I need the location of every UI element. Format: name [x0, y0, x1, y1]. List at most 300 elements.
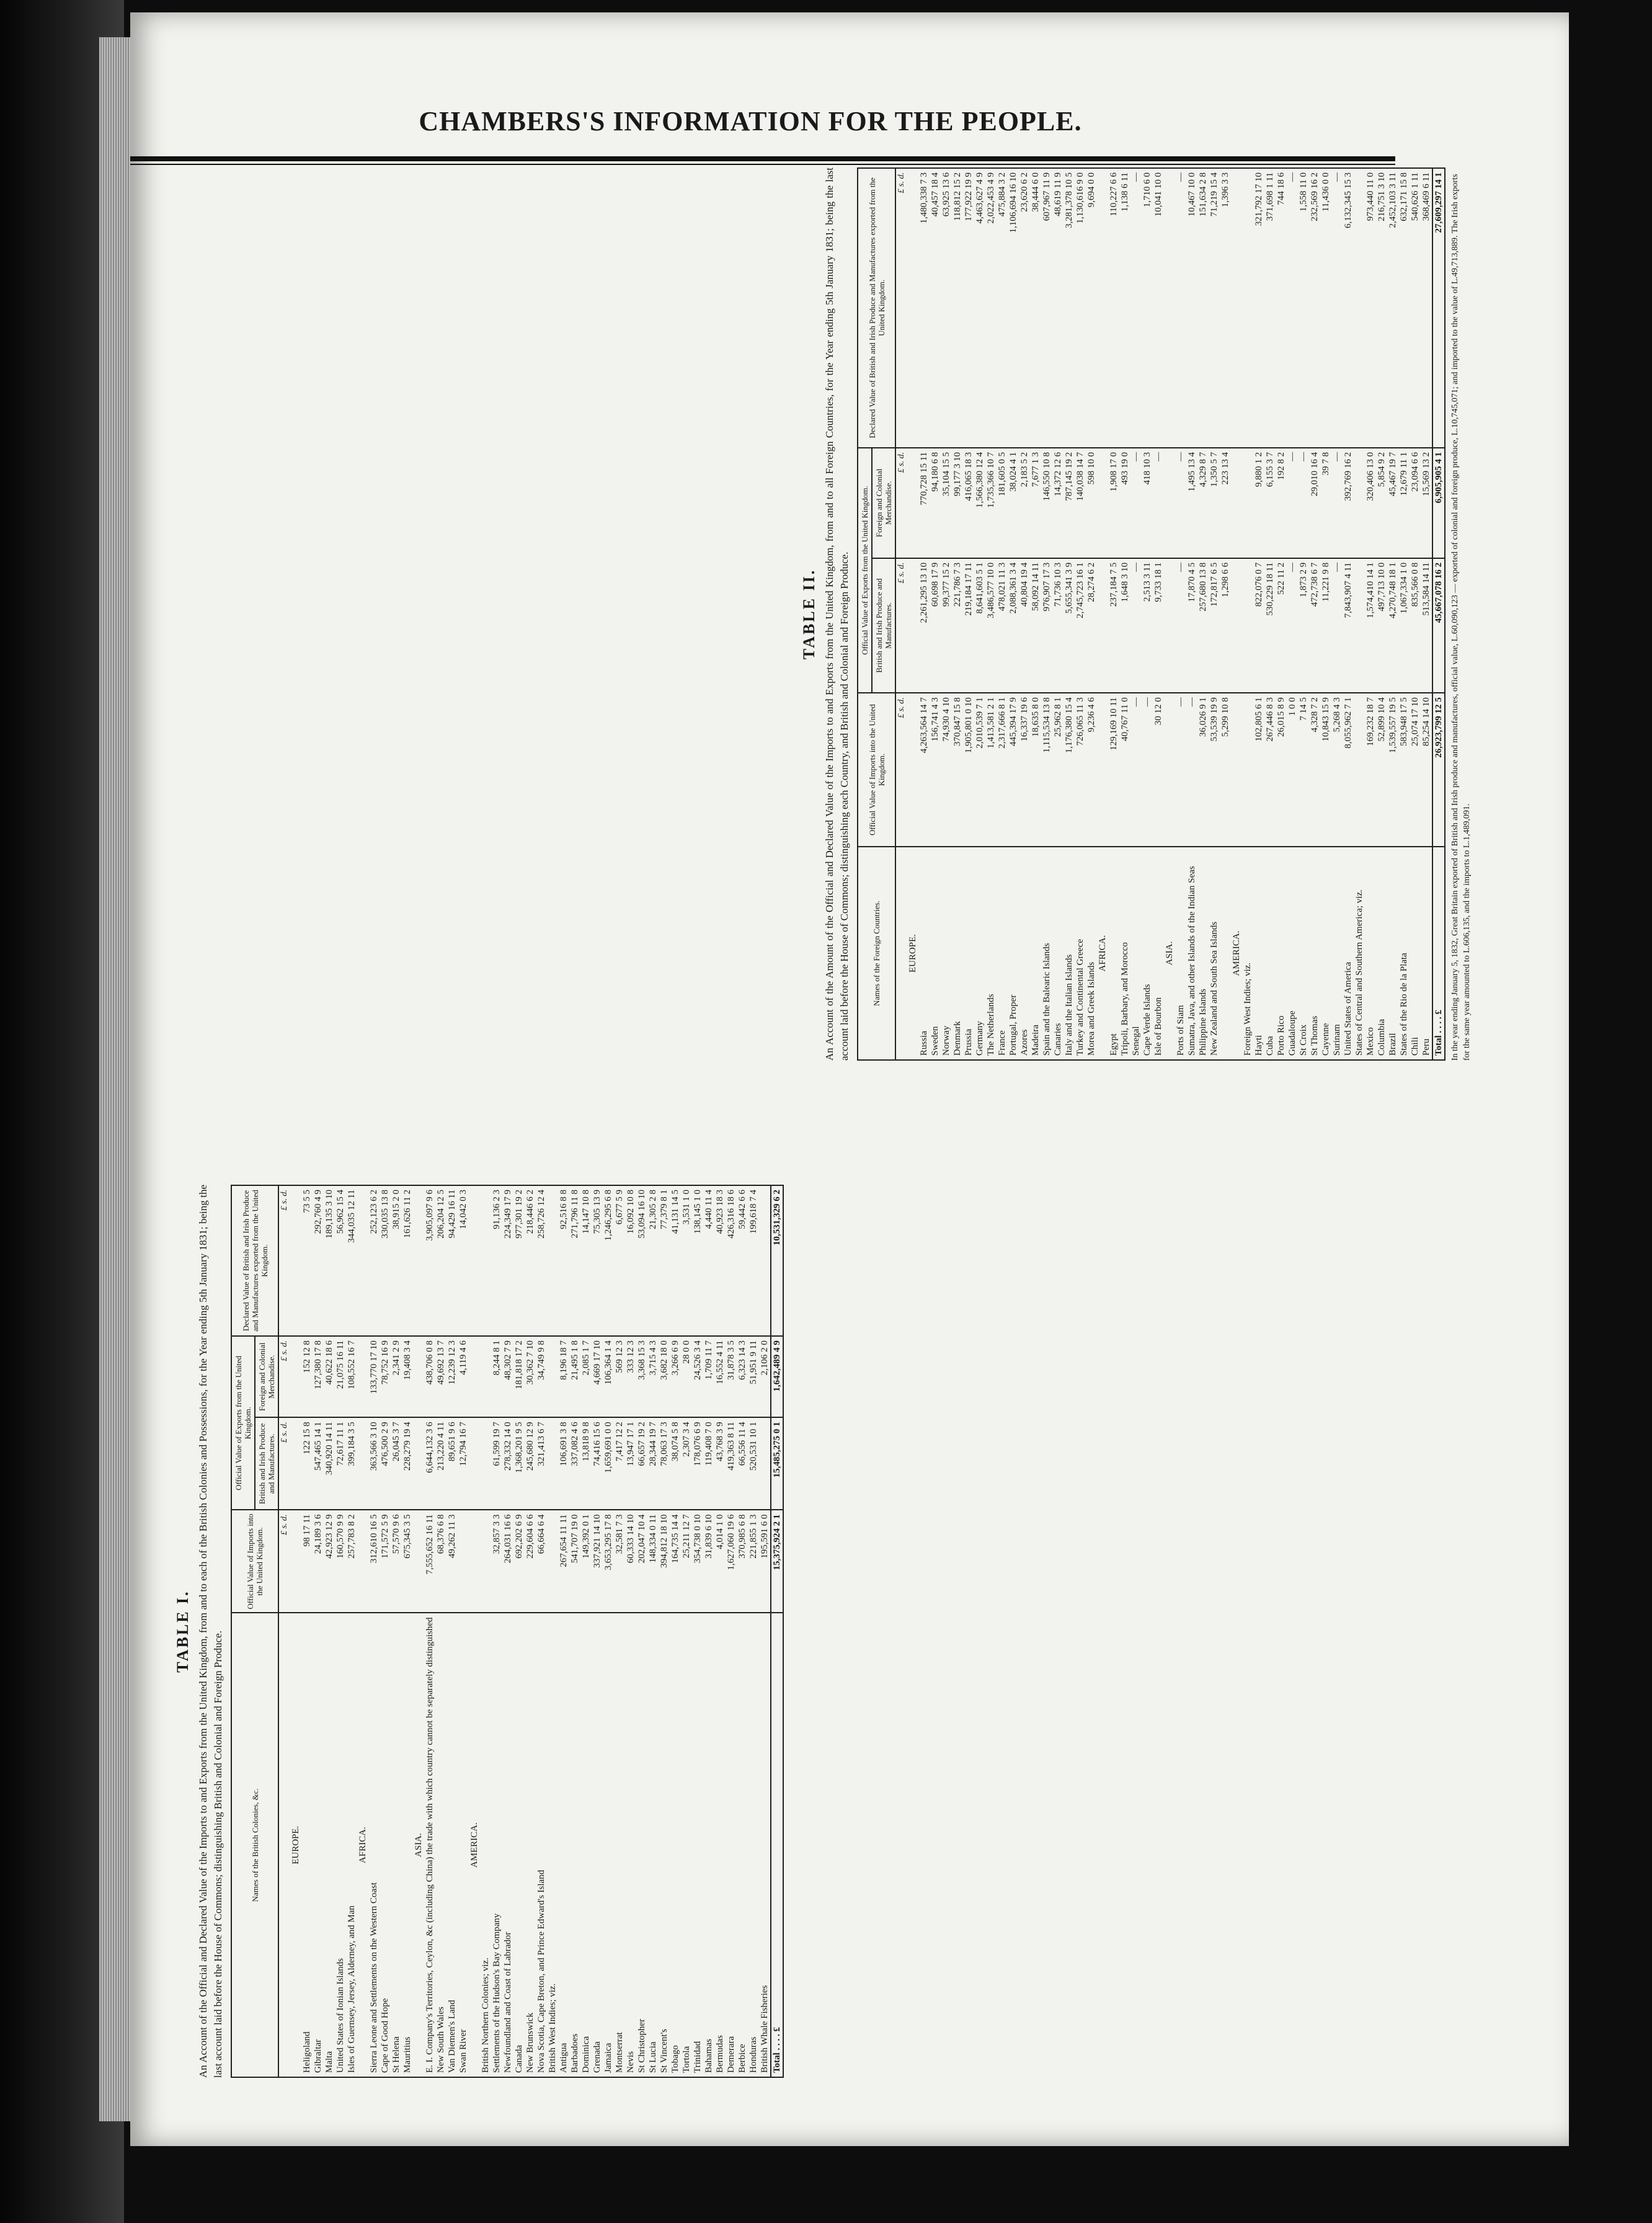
table-2-col-official-imports: Official Value of Imports into the United Kingdom.	[858, 693, 895, 847]
official-imports-cell: 49,262 11 3	[446, 1510, 458, 1613]
foreign-exports-cell: 48,302 7 9	[502, 1336, 513, 1417]
table-2	[857, 167, 1446, 1061]
table-row	[1253, 168, 1264, 1060]
official-imports-cell: 102,805 6 1	[1253, 693, 1264, 847]
row-label: Cayenne	[1320, 847, 1331, 1060]
row-label: Swan River	[458, 1613, 469, 2077]
british-exports-cell: 520,531 10 1	[748, 1417, 759, 1510]
british-exports-cell: 40,804 19 4	[1019, 558, 1030, 693]
row-label: The Netherlands	[985, 847, 997, 1060]
table-row	[558, 1185, 569, 2077]
row-label: Surinam	[1331, 847, 1343, 1060]
foreign-exports-cell	[907, 448, 918, 558]
declared-value-cell: 92,516 8 8	[558, 1185, 569, 1336]
foreign-exports-cell: 1,642,489 4 9	[771, 1336, 783, 1417]
declared-value-cell: 3,281,378 10 5	[1064, 168, 1075, 448]
row-label: Jamaica	[603, 1613, 614, 2077]
british-exports-cell: 2,745,723 16 1	[1075, 558, 1086, 693]
official-imports-cell: 7,555,652 16 11	[424, 1510, 435, 1613]
official-imports-cell: 26,015 8 9	[1276, 693, 1287, 847]
table-row	[918, 168, 930, 1060]
row-label: St Lucia	[647, 1613, 659, 2077]
official-imports-cell: —	[1186, 693, 1197, 847]
british-exports-cell: 478,021 11 3	[997, 558, 1008, 693]
declared-value-cell	[1164, 168, 1175, 448]
british-exports-cell: 122 15 8	[301, 1417, 313, 1510]
foreign-exports-cell: 21,075 16 11	[335, 1336, 346, 1417]
table-row	[1320, 168, 1331, 1060]
declared-value-cell: 2,022,453 4 9	[985, 168, 997, 448]
british-exports-cell: 60,698 17 9	[930, 558, 941, 693]
official-imports-cell: 202,047 10 4	[636, 1510, 647, 1613]
declared-value-cell: 53,094 16 10	[636, 1185, 647, 1336]
declared-value-cell: 6,132,345 15 3	[1343, 168, 1354, 448]
table-row	[313, 1185, 324, 2077]
official-imports-cell	[480, 1510, 491, 1613]
british-exports-cell: 178,076 6 9	[692, 1417, 703, 1510]
row-label: Demerara	[726, 1613, 737, 2077]
official-imports-cell	[907, 693, 918, 847]
row-label: Madeira	[1030, 847, 1041, 1060]
british-exports-cell: —	[1175, 558, 1186, 693]
official-imports-cell: 60,333 14 10	[625, 1510, 636, 1613]
declared-value-cell: 71,219 15 4	[1209, 168, 1220, 448]
british-exports-cell: 278,332 14 0	[502, 1417, 513, 1510]
row-label: British West Indies; viz.	[547, 1613, 558, 2077]
foreign-exports-cell: 2,085 1 7	[580, 1336, 592, 1417]
foreign-exports-cell: —	[1175, 448, 1186, 558]
foreign-exports-cell: 1,495 13 4	[1186, 448, 1197, 558]
declared-value-cell	[290, 1185, 301, 1336]
foreign-exports-cell: 8,244 8 1	[491, 1336, 502, 1417]
row-label: Nevis	[625, 1613, 636, 2077]
row-label: Canada	[513, 1613, 525, 2077]
official-imports-cell: 1,627,060 19 6	[726, 1510, 737, 1613]
foreign-exports-cell: 38,024 4 1	[1008, 448, 1019, 558]
british-exports-cell: 399,184 3 5	[346, 1417, 357, 1510]
table-row	[1343, 168, 1354, 1060]
declared-value-cell: 73 5 5	[301, 1185, 313, 1336]
foreign-exports-cell: 94,180 6 8	[930, 448, 941, 558]
section-heading-row	[413, 1185, 424, 2077]
british-exports-cell	[357, 1417, 368, 1510]
british-exports-cell	[1097, 558, 1108, 693]
table-row	[1064, 168, 1075, 1060]
foreign-exports-cell: 9,880 1 2	[1253, 448, 1264, 558]
row-label: Porto Rico	[1276, 847, 1287, 1060]
foreign-exports-cell: 15,569 13 2	[1421, 448, 1432, 558]
foreign-exports-cell: —	[1153, 448, 1164, 558]
british-exports-cell	[1242, 558, 1253, 693]
row-label: Cuba	[1264, 847, 1276, 1060]
foreign-exports-cell: 6,905,905 4 1	[1432, 448, 1445, 558]
region-heading: EUROPE.	[290, 1613, 301, 2077]
region-heading: ASIA.	[413, 1613, 424, 2077]
british-exports-cell	[1354, 558, 1365, 693]
row-label: New South Wales	[435, 1613, 446, 2077]
row-label	[1220, 847, 1231, 1060]
row-label: Chili	[1410, 847, 1421, 1060]
official-imports-cell: 8,055,962 7 1	[1343, 693, 1354, 847]
row-label: Mauritius	[402, 1613, 413, 2077]
declared-value-cell: 218,446 6 2	[525, 1185, 536, 1336]
row-label: Tobago	[670, 1613, 681, 2077]
declared-value-cell: 1,396 3 3	[1220, 168, 1231, 448]
table-row	[759, 1185, 771, 2077]
british-exports-cell: 15,485,275 0 1	[771, 1417, 783, 1510]
units-label: £ s. d.	[895, 448, 907, 558]
foreign-exports-cell: 1,908 17 0	[1108, 448, 1119, 558]
row-label: Cape of Good Hope	[380, 1613, 391, 2077]
official-imports-cell: 24,189 3 6	[313, 1510, 324, 1613]
official-imports-cell: 25,211 12 7	[681, 1510, 692, 1613]
region-heading: AMERICA.	[469, 1613, 480, 2077]
table-row	[748, 1185, 759, 2077]
foreign-exports-cell: 1,735,366 10 7	[985, 448, 997, 558]
british-exports-cell: —	[1287, 558, 1298, 693]
foreign-exports-cell: 12,239 12 3	[446, 1336, 458, 1417]
table-row	[1030, 168, 1041, 1060]
official-imports-cell: 583,948 17 5	[1398, 693, 1410, 847]
official-imports-cell: 2,317,666 8 1	[997, 693, 1008, 847]
table-2-col-british: British and Irish Produce and Manufactures.	[872, 558, 895, 693]
foreign-exports-cell: 28 0 0	[681, 1336, 692, 1417]
table-row	[1387, 168, 1398, 1060]
declared-value-cell: 292,760 4 9	[313, 1185, 324, 1336]
foreign-exports-cell: 192 8 2	[1276, 448, 1287, 558]
table-row	[1365, 168, 1376, 1060]
british-exports-cell: 257,680 13 8	[1197, 558, 1209, 693]
official-imports-cell: 354,738 0 10	[692, 1510, 703, 1613]
british-exports-cell: 337,082 4 6	[569, 1417, 580, 1510]
table-row	[368, 1185, 380, 2077]
official-imports-cell: 1,905,801 0 10	[963, 693, 974, 847]
official-imports-cell: 726,065 11 3	[1075, 693, 1086, 847]
total-row	[771, 1185, 783, 2077]
table-row	[1421, 168, 1432, 1060]
british-exports-cell	[1164, 558, 1175, 693]
table-row	[569, 1185, 580, 2077]
declared-value-cell: 2,452,103 3 11	[1387, 168, 1398, 448]
foreign-exports-cell: 416,065 18 3	[963, 448, 974, 558]
official-imports-cell: 264,031 16 6	[502, 1510, 513, 1613]
row-label: Denmark	[952, 847, 963, 1060]
declared-value-cell: 110,227 6 6	[1108, 168, 1119, 448]
british-exports-cell: 476,500 2 9	[380, 1417, 391, 1510]
total-row	[1432, 168, 1445, 1060]
declared-value-cell: 63,925 13 6	[941, 168, 952, 448]
declared-value-cell: 1,106,694 16 10	[1008, 168, 1019, 448]
official-imports-cell: 692,202 6 9	[513, 1510, 525, 1613]
official-imports-cell	[469, 1510, 480, 1613]
british-exports-cell: 1,368,201 9 5	[513, 1417, 525, 1510]
table-row	[985, 168, 997, 1060]
declared-value-cell: 48,619 11 9	[1052, 168, 1064, 448]
row-label: Morea and Greek Islands	[1086, 847, 1097, 1060]
units-label: £ s. d.	[278, 1510, 290, 1613]
foreign-exports-cell: 4,669 17 10	[592, 1336, 603, 1417]
table-row	[647, 1185, 659, 2077]
declared-value-cell	[907, 168, 918, 448]
table-row	[536, 1185, 547, 2077]
british-exports-cell	[290, 1417, 301, 1510]
british-exports-cell: 7,843,907 4 11	[1343, 558, 1354, 693]
official-imports-cell: 1,176,380 15 4	[1064, 693, 1075, 847]
table-2-body	[895, 168, 1445, 1060]
foreign-exports-cell: 8,196 18 7	[558, 1336, 569, 1417]
row-label: St Christopher	[636, 1613, 647, 2077]
declared-value-cell: 23,620 6 2	[1019, 168, 1030, 448]
british-exports-cell: 9,733 18 1	[1153, 558, 1164, 693]
table-row	[480, 1185, 491, 2077]
official-imports-cell: 4,263,564 14 7	[918, 693, 930, 847]
row-label: Foreign West Indies; viz.	[1242, 847, 1253, 1060]
foreign-exports-cell	[413, 1336, 424, 1417]
table-1-title: TABLE I.	[174, 1590, 192, 1673]
foreign-exports-cell: 24,526 3 4	[692, 1336, 703, 1417]
row-label: States of Central and Southern America; viz.	[1354, 847, 1365, 1060]
official-imports-cell: 1,115,534 13 8	[1041, 693, 1052, 847]
british-exports-cell: 26,045 3 7	[391, 1417, 402, 1510]
declared-value-cell: 1,138 6 11	[1119, 168, 1130, 448]
row-label: Bahamas	[703, 1613, 714, 2077]
foreign-exports-cell	[1231, 448, 1242, 558]
official-imports-cell: 149,392 0 1	[580, 1510, 592, 1613]
official-imports-cell: 445,394 17 9	[1008, 693, 1019, 847]
british-exports-cell: 321,413 6 7	[536, 1417, 547, 1510]
official-imports-cell: 160,570 9 9	[335, 1510, 346, 1613]
official-imports-cell: 30 12 0	[1153, 693, 1164, 847]
section-heading-row	[290, 1185, 301, 2077]
row-label: St Vincent's	[659, 1613, 670, 2077]
declared-value-cell	[759, 1185, 771, 1336]
row-label: Bermudas	[714, 1613, 726, 2077]
table-row	[714, 1185, 726, 2077]
british-exports-cell: 28,344 19 7	[647, 1417, 659, 1510]
row-label: Van Diemen's Land	[446, 1613, 458, 2077]
table-row	[1264, 168, 1276, 1060]
declared-value-cell	[547, 1185, 558, 1336]
british-exports-cell: 221,786 7 3	[952, 558, 963, 693]
foreign-exports-cell: 2,183 5 2	[1019, 448, 1030, 558]
british-exports-cell: 522 11 2	[1276, 558, 1287, 693]
official-imports-cell: 36,026 9 1	[1197, 693, 1209, 847]
british-exports-cell: 99,377 15 2	[941, 558, 952, 693]
table-row	[1298, 168, 1309, 1060]
row-label: Brazil	[1387, 847, 1398, 1060]
declared-value-cell	[413, 1185, 424, 1336]
british-exports-cell: 12,794 16 7	[458, 1417, 469, 1510]
british-exports-cell: 61,599 19 7	[491, 1417, 502, 1510]
foreign-exports-cell: 34,749 9 8	[536, 1336, 547, 1417]
units-label: £ s. d.	[895, 693, 907, 847]
declared-value-cell: 161,626 11 2	[402, 1185, 413, 1336]
official-imports-cell	[357, 1510, 368, 1613]
row-label: St Helena	[391, 1613, 402, 2077]
table-row	[580, 1185, 592, 2077]
official-imports-cell	[413, 1510, 424, 1613]
row-label: Columbia	[1376, 847, 1387, 1060]
british-exports-cell: 419,363 8 11	[726, 1417, 737, 1510]
table-1-col-british: British and Irish Produce and Manufactures.	[255, 1417, 278, 1510]
table-row	[592, 1185, 603, 2077]
british-exports-cell	[759, 1417, 771, 1510]
british-exports-cell: 497,713 10 0	[1376, 558, 1387, 693]
official-imports-cell: 15,375,924 2 1	[771, 1510, 783, 1613]
foreign-exports-cell: 16,552 4 11	[714, 1336, 726, 1417]
declared-value-cell: 14,042 0 3	[458, 1185, 469, 1336]
declared-value-cell: 475,884 3 2	[997, 168, 1008, 448]
declared-value-cell	[1242, 168, 1253, 448]
table-row	[636, 1185, 647, 2077]
table-1-body	[278, 1185, 783, 2077]
row-label: Malta	[324, 1613, 335, 2077]
table-row	[1075, 168, 1086, 1060]
foreign-exports-cell: 392,769 16 2	[1343, 448, 1354, 558]
declared-value-cell: 14,147 10 8	[580, 1185, 592, 1336]
declared-value-cell: 344,035 12 11	[346, 1185, 357, 1336]
official-imports-cell: 221,855 1 3	[748, 1510, 759, 1613]
official-imports-cell: 148,334 0 11	[647, 1510, 659, 1613]
row-label: Grenada	[592, 1613, 603, 2077]
foreign-exports-cell: 418 10 3	[1142, 448, 1153, 558]
official-imports-cell: 4,328 7 2	[1309, 693, 1320, 847]
british-exports-cell: 237,184 7 5	[1108, 558, 1119, 693]
foreign-exports-cell: 12,679 11 1	[1398, 448, 1410, 558]
table-1-units-row	[278, 1185, 290, 2077]
foreign-exports-cell	[547, 1336, 558, 1417]
british-exports-cell: 1,574,410 14 1	[1365, 558, 1376, 693]
official-imports-cell: 18,635 8 0	[1030, 693, 1041, 847]
declared-value-cell: 38,915 2 0	[391, 1185, 402, 1336]
foreign-exports-cell: 99,177 3 10	[952, 448, 963, 558]
british-exports-cell: 340,920 14 11	[324, 1417, 335, 1510]
table-2-col-names: Names of the Foreign Countries.	[858, 847, 895, 1060]
table-row	[513, 1185, 525, 2077]
official-imports-cell: 370,847 15 8	[952, 693, 963, 847]
table-row	[1287, 168, 1298, 1060]
table-row	[1142, 168, 1153, 1060]
table-2-col-foreign: Foreign and Colonial Merchandise.	[872, 448, 895, 558]
british-exports-cell: 28,274 6 2	[1086, 558, 1097, 693]
section-heading-row	[1164, 168, 1175, 1060]
official-imports-cell: 257,783 8 2	[346, 1510, 357, 1613]
declared-value-cell: 77,379 8 1	[659, 1185, 670, 1336]
row-label: Settlements of the Hudson's Bay Company	[491, 1613, 502, 2077]
british-exports-cell: 72,617 11 1	[335, 1417, 346, 1510]
declared-value-cell: 10,467 10 0	[1186, 168, 1197, 448]
table-row	[1186, 168, 1197, 1060]
declared-value-cell: 1,710 6 0	[1142, 168, 1153, 448]
official-imports-cell: 4,014 1 0	[714, 1510, 726, 1613]
foreign-exports-cell: —	[1130, 448, 1142, 558]
foreign-exports-cell: 49,692 13 7	[435, 1336, 446, 1417]
declared-value-cell: 1,246,295 6 8	[603, 1185, 614, 1336]
official-imports-cell: 53,539 19 9	[1209, 693, 1220, 847]
official-imports-cell: 195,591 6 0	[759, 1510, 771, 1613]
foreign-exports-cell: 569 12 3	[614, 1336, 625, 1417]
official-imports-cell: 267,446 8 3	[1264, 693, 1276, 847]
foreign-exports-cell: 152 12 8	[301, 1336, 313, 1417]
table-row	[380, 1185, 391, 2077]
british-exports-cell: 17,870 4 5	[1186, 558, 1197, 693]
foreign-exports-cell: 598 10 0	[1086, 448, 1097, 558]
declared-value-cell: 21,305 2 8	[647, 1185, 659, 1336]
foreign-exports-cell	[1097, 448, 1108, 558]
british-exports-cell: 89,651 9 6	[446, 1417, 458, 1510]
table-2-panel	[800, 167, 1472, 1061]
official-imports-cell: —	[1130, 693, 1142, 847]
declared-value-cell	[1097, 168, 1108, 448]
official-imports-cell: 7 14 5	[1298, 693, 1309, 847]
table-row	[1108, 168, 1119, 1060]
region-heading: EUROPE.	[907, 847, 918, 1060]
row-label: United States of Ionian Islands	[335, 1613, 346, 2077]
row-label: Italy and the Italian Islands	[1064, 847, 1075, 1060]
declared-value-cell: 973,440 11 0	[1365, 168, 1376, 448]
british-exports-cell: 4,270,748 18 1	[1387, 558, 1398, 693]
foreign-exports-cell: 4,329 8 7	[1197, 448, 1209, 558]
table-row	[1052, 168, 1064, 1060]
table-row	[625, 1185, 636, 2077]
table-row	[502, 1185, 513, 2077]
table-1-col-declared: Declared Value of British and Irish Produce and Manufactures exported from the United Kingdom.	[231, 1185, 278, 1336]
british-exports-cell: 245,680 12 9	[525, 1417, 536, 1510]
official-imports-cell	[547, 1510, 558, 1613]
british-exports-cell: 8,641,603 5 1	[974, 558, 985, 693]
british-exports-cell: 38,074 5 8	[670, 1417, 681, 1510]
foreign-exports-cell: 333 12 3	[625, 1336, 636, 1417]
foreign-exports-cell: 39 7 8	[1320, 448, 1331, 558]
row-label: Portugal, Proper	[1008, 847, 1019, 1060]
official-imports-cell: 31,839 6 10	[703, 1510, 714, 1613]
official-imports-cell: 57,570 9 6	[391, 1510, 402, 1613]
row-label: Mexico	[1365, 847, 1376, 1060]
foreign-exports-cell: 31,878 3 5	[726, 1336, 737, 1417]
declared-value-cell: 4,440 11 4	[703, 1185, 714, 1336]
declared-value-cell: 607,967 11 9	[1041, 168, 1052, 448]
row-label: Turkey and Continental Greece	[1075, 847, 1086, 1060]
british-exports-cell: 43,768 3 9	[714, 1417, 726, 1510]
table-row	[1354, 168, 1365, 1060]
row-label: Sweden	[930, 847, 941, 1060]
declared-value-cell: 151,634 2 8	[1197, 168, 1209, 448]
declared-value-cell	[480, 1185, 491, 1336]
table-row	[1119, 168, 1130, 1060]
british-exports-cell: 2,513 3 11	[1142, 558, 1153, 693]
row-label: Peru	[1421, 847, 1432, 1060]
official-imports-cell	[1242, 693, 1253, 847]
british-exports-cell: 835,566 0 8	[1410, 558, 1421, 693]
declared-value-cell: —	[1175, 168, 1186, 448]
foreign-exports-cell: 108,552 16 7	[346, 1336, 357, 1417]
table-row	[491, 1185, 502, 2077]
table-row	[1197, 168, 1209, 1060]
row-label: Russia	[918, 847, 930, 1060]
british-exports-cell: 74,416 15 6	[592, 1417, 603, 1510]
british-exports-cell: 2,088,361 3 4	[1008, 558, 1019, 693]
official-imports-cell: 2,010,539 7 1	[974, 693, 985, 847]
official-imports-cell	[290, 1510, 301, 1613]
foreign-exports-cell: 223 13 4	[1220, 448, 1231, 558]
declared-value-cell: 10,041 10 0	[1153, 168, 1164, 448]
row-label: British Northern Colonies; viz.	[480, 1613, 491, 2077]
british-exports-cell: 78,063 17 3	[659, 1417, 670, 1510]
foreign-exports-cell	[1164, 448, 1175, 558]
british-exports-cell: 7,417 12 2	[614, 1417, 625, 1510]
foreign-exports-cell: 127,380 17 8	[313, 1336, 324, 1417]
official-imports-cell: 74,930 4 10	[941, 693, 952, 847]
